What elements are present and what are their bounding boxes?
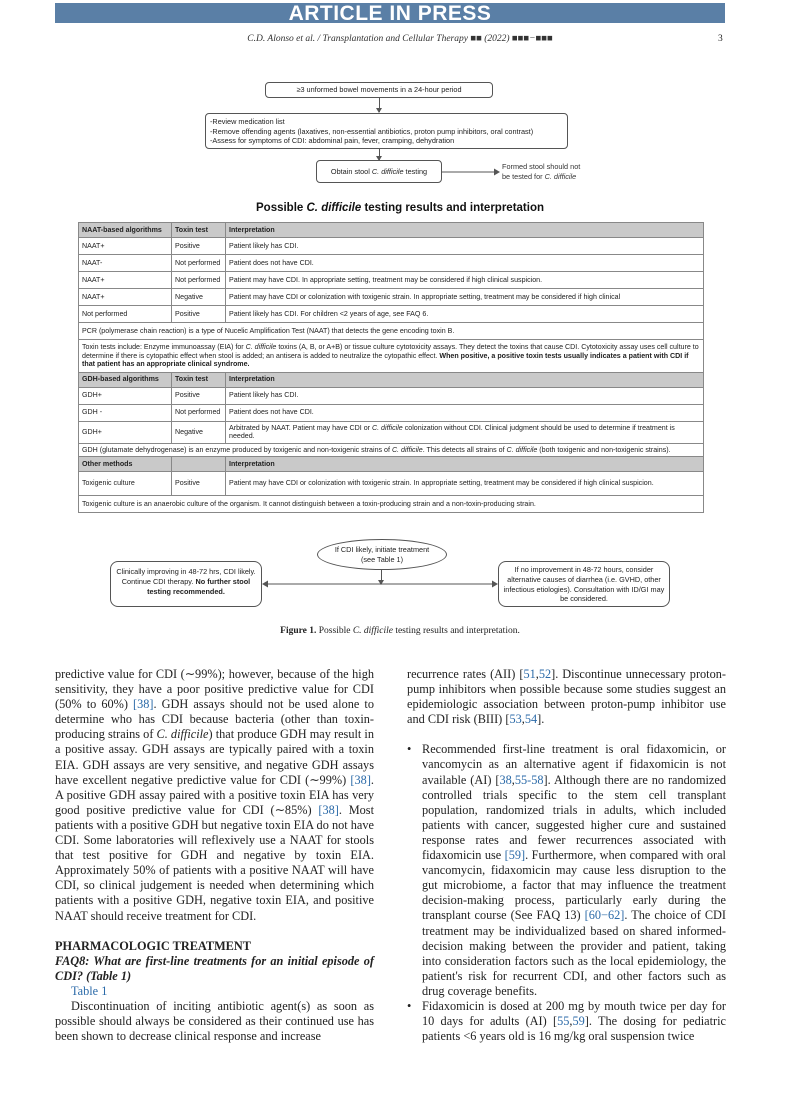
right-column (407, 667, 726, 1044)
gdh-header-row (79, 372, 704, 387)
text-run: ]. Although there are no randomized controlled trials specific to the stem cell transplant population, randomized trials in adults, which included patients with cancer, suggested higher cure and sustained response rates and fewer recurrences associated with fidaxomicin use (422, 772, 726, 863)
citation-link[interactable]: 55 (557, 1014, 570, 1029)
no-improvement-text: If no improvement in 48-72 hours, consider alternative causes of diarrhea (i.e. GVHD, other infectious etiologies). Consultation with ID/GI may be considered. (503, 565, 665, 604)
table-cell: Patient may have CDI. In appropriate setting, treatment may be considered if high clinical suspicion. (226, 272, 704, 289)
improving-bold: No further stool testing recommended. (147, 576, 251, 596)
table-cell: GDH+ (79, 421, 172, 443)
fig-title-italic: C. difficile (306, 202, 362, 214)
flow-arrow-2 (379, 149, 380, 160)
pcr-note: PCR (polymerase chain reaction) is a type of Nucelic Amplification Test (NAAT) that detects the gene encoding toxin B. (79, 323, 704, 340)
text-run: , (535, 667, 539, 681)
naat-header-cell: Interpretation (226, 223, 704, 238)
table-cell: Not performed (79, 306, 172, 323)
fig-title-prefix: Possible (256, 202, 307, 214)
text-run: Recommended first-line treatment is oral fidaxomicin, or vancomycin as an alternative agent if fidaxomicin is not available (AI) [ (422, 742, 726, 787)
citation-link[interactable]: 38 (499, 772, 512, 787)
flow-arrow-1 (379, 98, 380, 112)
flow-box-improving (110, 561, 262, 607)
text-run: . Furthermore, when compared with oral vancomycin, fidaxomicin may cause less disruption to the gut microbiome, a factor that may influence the treatment decision-making process, particularly early during the transplant course (See FAQ 13) (422, 848, 726, 923)
toxin-note-a: Toxin tests include: Enzyme immunoassay (EIA) for (82, 343, 246, 351)
table-row (79, 255, 704, 272)
flow-obtain-prefix: Obtain stool (330, 167, 372, 176)
gdh-row3-b: colonization without CDI. Clinical judgment should be used to determine if treatment is needed. (229, 423, 675, 440)
figure-table-title (0, 202, 800, 214)
flow-obtain-italic: C. difficile (371, 167, 404, 176)
table-cell: Not performed (172, 255, 226, 272)
text-run: . GDH assays should not be used alone to determine who has CDI because bacteria (other than toxin-producing strains of (55, 697, 374, 742)
gdh-note-italic-1: C. difficile (391, 445, 423, 454)
citation-link[interactable]: 54 (524, 712, 538, 727)
gdh-header-cell: GDH-based algorithms (79, 372, 172, 387)
side-note-line-2 (502, 172, 580, 182)
table-cell: Negative (172, 421, 226, 443)
page-number: 3 (718, 34, 723, 44)
flow-box-bowel-movements-text: ≥3 unformed bowel movements in a 24-hour period (296, 85, 462, 94)
pcr-note-row (79, 323, 704, 340)
table-row (79, 404, 704, 421)
table-cell: Negative (172, 289, 226, 306)
citation-link[interactable]: 52 (538, 667, 552, 681)
side-note-prefix: be tested for (502, 172, 545, 181)
figure-caption (0, 626, 800, 636)
citation-link[interactable]: 51 (523, 667, 536, 681)
oval-line-2: (see Table 1) (360, 555, 404, 564)
table-cell: Patient does not have CDI. (226, 404, 704, 421)
running-head: C.D. Alonso et al. / Transplantation and Cellular Therapy ■■ (2022) ■■■−■■■ (247, 34, 553, 44)
bullet-item (407, 999, 726, 1044)
other-header-cell: Other methods (79, 457, 172, 472)
table-cell: Positive (172, 238, 226, 255)
table-cell: Not performed (172, 272, 226, 289)
table-row (79, 238, 704, 255)
left-column (55, 667, 374, 1044)
gdh-row3-italic: C. difficile (371, 423, 403, 432)
gdh-row3-a: Arbitrated by NAAT. Patient may have CDI or (229, 423, 372, 432)
caption-label: Figure 1. (280, 626, 317, 636)
flow-side-note (502, 162, 580, 182)
side-note-line-1: Formed stool should not (502, 162, 581, 171)
caption-suffix: testing results and interpretation. (392, 626, 520, 636)
flow-oval-initiate (317, 539, 447, 570)
flow-arrows-branch (262, 579, 498, 589)
citation-link[interactable]: [38] (318, 802, 339, 817)
text-run: ) that produce GDH may result in a positive assay. GDH assays are typically paired with a toxin EIA. GDH assays are very sensitive, and negative GDH assays have excellent negative predictive value for CDI (∼99%) (55, 727, 374, 787)
table-cell: Positive (172, 306, 226, 323)
text-run: . Most patients with a positive GDH but negative toxin EIA do not have CDI. Some laboratories will reflexively use a NAAT for stools that test positive for GDH and negative by toxin EIA. Approximately 50% of patients with a positive NAAT will have CDI, so clinical judgement is needed when determining which patients with a positive GDH, negative toxin EIA, and positive NAAT should receive treatment for CDI. (55, 802, 374, 923)
naat-header-row (79, 223, 704, 238)
faq-heading: FAQ8: What are first-line treatments for an initial episode of CDI? (Table 1) (55, 953, 374, 983)
oval-line-1: If CDI likely, initiate treatment (334, 545, 430, 554)
gdh-note-a: GDH (glutamate dehydrogenase) is an enzyme produced by toxigenic and non-toxigenic strains of (82, 445, 392, 454)
text-run: , (511, 772, 515, 787)
toxin-note-italic: C. difficile (245, 343, 277, 351)
improving-text: Clinically improving in 48-72 hrs, CDI likely. Continue CDI therapy. (116, 567, 256, 586)
text-run: . A positive GDH assay paired with a positive toxin EIA has very good positive predictive value for CDI (∼85%) (55, 772, 374, 817)
naat-header-cell: NAAT-based algorithms (79, 223, 172, 238)
table-cell: NAAT+ (79, 272, 172, 289)
bullet-item (407, 742, 726, 999)
table-cell: Not performed (172, 404, 226, 421)
text-run: ]. The dosing for pediatric patients <6 years old is 16 mg/kg oral suspension twice (422, 1014, 726, 1044)
citation-link[interactable]: [60−62] (584, 908, 625, 923)
other-header-cell: Interpretation (226, 457, 704, 472)
gdh-header-cell: Interpretation (226, 372, 704, 387)
fig-title-suffix: testing results and interpretation (361, 202, 544, 214)
table-cell: NAAT+ (79, 289, 172, 306)
citation-link[interactable]: [59] (504, 848, 526, 863)
flow-box-bowel-movements (265, 82, 493, 98)
flow-review-line-2: -Remove offending agents (laxatives, non-essential antibiotics, proton pump inhibitors, oral contrast) (210, 126, 534, 136)
table-row (79, 472, 704, 496)
table-cell: Patient does not have CDI. (226, 255, 704, 272)
culture-note-row (79, 496, 704, 513)
text-run: Fidaxomicin is dosed at 200 mg by mouth twice per day for 10 days for adults (AI) [ (422, 998, 726, 1029)
text-run: . The choice of CDI treatment may be individualized based on shared informed-decision making between the provider and patient, taking into consideration factors such as the local epidemiology, the patient's risk for recurrent CDI, and other factors such as drug coverage benefits. (422, 908, 726, 998)
flow-arrow-side (442, 167, 500, 177)
table-cell: Positive (172, 387, 226, 404)
toxin-note-b: toxins (A, B, or A+B) or tissue culture cytotoxicity assays. They detect the toxins that cause CDI. Cytotoxicity assay uses cell culture to determine if there is cytopathic effect when stool is added; an antisera is added to neutralize the cytopathic effect. (82, 343, 699, 360)
naat-header-cell: Toxin test (172, 223, 226, 238)
table-cell: GDH - (79, 404, 172, 421)
citation-link[interactable]: 55-58 (514, 772, 544, 787)
text-run: , (521, 712, 525, 727)
gdh-note-b: . This detects all strains of (422, 445, 507, 454)
table-1-link[interactable]: Table 1 (71, 983, 108, 998)
left-paragraph-1 (55, 667, 374, 924)
citation-link[interactable]: [38] (350, 772, 371, 787)
table-cell: NAAT+ (79, 238, 172, 255)
right-paragraph-1 (407, 667, 726, 727)
toxin-note (79, 340, 704, 373)
table-1-link-row (55, 984, 374, 999)
section-heading: PHARMACOLOGIC TREATMENT (55, 938, 251, 953)
table-cell: NAAT- (79, 255, 172, 272)
table-row (79, 387, 704, 404)
article-in-press-banner: ARTICLE IN PRESS (55, 3, 725, 23)
caption-italic: C. difficile (352, 626, 393, 636)
table-row (79, 421, 704, 443)
table-cell: Patient likely has CDI. (226, 387, 704, 404)
caption-prefix: Possible (316, 626, 353, 636)
flow-box-no-improvement (498, 561, 670, 607)
toxin-note-bold: When positive, a positive toxin tests usually indicates a patient with CDI if that patient has an appropriate clinical syndrome. (82, 351, 689, 368)
text-run: ]. Discontinue unnecessary proton-pump inhibitors when possible because some studies suggest an epidemiologic association between proton-pump inhibitor use and CDI risk (BIII) [ (407, 667, 726, 727)
side-note-italic: C. difficile (544, 172, 577, 181)
gdh-note-c: (both toxigenic and non-toxigenic strains). (537, 445, 671, 454)
citation-link[interactable]: 53 (509, 712, 522, 727)
text-run: predictive value for CDI (∼99%); however, because of the high sensitivity, they have a poor positive predictive value for CDI (50% to 60%) (55, 667, 374, 712)
gdh-note (79, 443, 704, 457)
text-run: recurrence rates (AII) [ (407, 667, 524, 681)
text-run: , (569, 1014, 573, 1029)
table-cell: Patient likely has CDI. For children <2 years of age, see FAQ 6. (226, 306, 704, 323)
flow-obtain-suffix: testing (403, 167, 428, 176)
gdh-note-row (79, 443, 704, 457)
gdh-note-italic-2: C. difficile (506, 445, 538, 454)
table-cell: Positive (172, 472, 226, 496)
table-cell: Patient may have CDI or colonization with toxigenic strain. In appropriate setting, treatment may be considered if high clinical (226, 289, 704, 306)
results-table (78, 222, 704, 513)
table-row (79, 289, 704, 306)
flow-review-line-1: -Review medication list (210, 117, 285, 126)
table-cell: Toxigenic culture (79, 472, 172, 496)
left-paragraph-2: Discontinuation of inciting antibiotic agent(s) as soon as possible should always be considered as their continued use has been shown to decrease clinical response and increase (55, 998, 374, 1044)
table-cell (226, 421, 704, 443)
text-italic: C. difficile (156, 727, 209, 742)
flow-box-review (205, 113, 568, 149)
other-header-row (79, 457, 704, 472)
citation-link[interactable]: 59 (572, 1014, 585, 1029)
flow-review-line-3: -Assess for symptoms of CDI: abdominal pain, fever, cramping, dehydration (210, 136, 455, 145)
gdh-header-cell: Toxin test (172, 372, 226, 387)
table-cell: Patient likely has CDI. (226, 238, 704, 255)
table-row (79, 306, 704, 323)
table-row (79, 272, 704, 289)
culture-note: Toxigenic culture is an anaerobic culture of the organism. It cannot distinguish between a toxin-producing strain and a non-toxin-producing strain. (79, 496, 704, 513)
toxin-note-row (79, 340, 704, 373)
text-run: ]. (537, 712, 545, 727)
other-header-cell (172, 457, 226, 472)
flow-box-obtain-stool (316, 160, 442, 183)
table-cell: Patient may have CDI or colonization with toxigenic strain. In appropriate setting, treatment may be considered if high clinical suspicion. (226, 472, 704, 496)
citation-link[interactable]: [38] (133, 697, 154, 712)
table-cell: GDH+ (79, 387, 172, 404)
